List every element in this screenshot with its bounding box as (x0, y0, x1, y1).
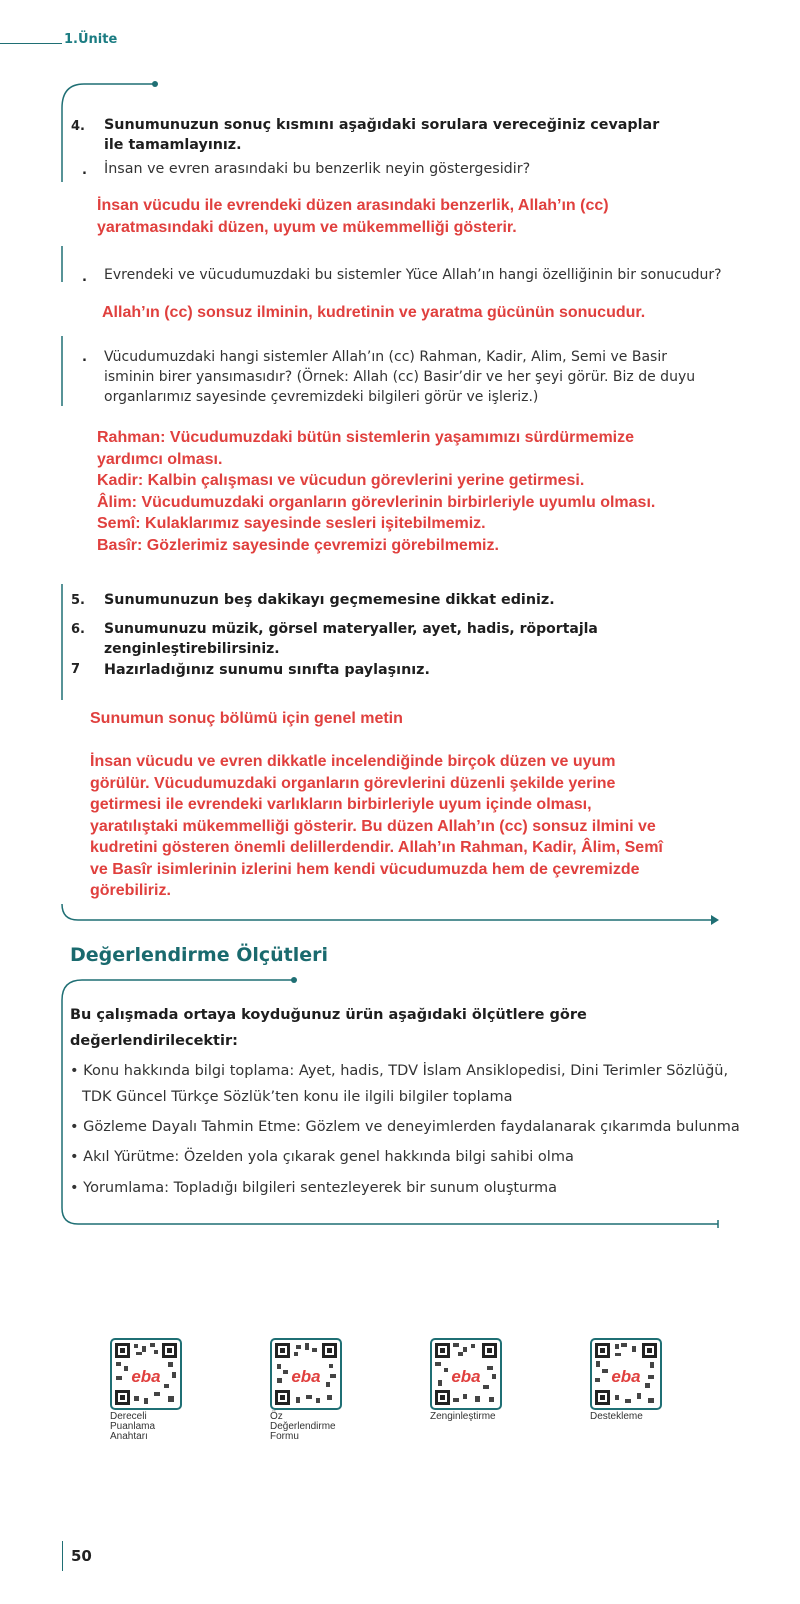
qr-code-image[interactable] (270, 1338, 342, 1410)
answer-3: Rahman: Vücudumuzdaki bütün sistemlerin yaşamımızı sürdürmemize yardımcı olması. Kadir: Kalbin çalışması ve vücudun görevlerini yerine getirmesi. Âlim: Vücudumuzdaki organların görevlerinin birbirleriyle uyumlu olması. Semî: Kulaklarımız sayesinde sesleri işitebilmemiz. Basîr: Gözlerimiz sayesinde çevremizi görebilmemiz. (97, 429, 656, 554)
qr-caption: Öz Değerlendirme Formu (270, 1411, 336, 1442)
qr-code-image[interactable] (430, 1338, 502, 1410)
criterion-1-continued: TDK Güncel Türkçe Sözlük’ten konu ile ilgili bilgiler toplama (82, 1089, 513, 1105)
qr-pattern-icon (592, 1340, 660, 1408)
question-6-text: Sunumunuzu müzik, görsel materyaller, ayet, hadis, röportajla zenginleştirebilirsiniz. (104, 621, 598, 657)
evaluation-title: Değerlendirme Ölçütleri (70, 944, 329, 966)
bullet: . (82, 270, 87, 285)
qr-pattern-icon (432, 1340, 500, 1408)
question-6-number: 6. (71, 622, 85, 637)
qr-code-dereceli-puanlama[interactable] (110, 1338, 182, 1442)
qr-code-destekleme[interactable] (590, 1338, 662, 1422)
question-4-text: Sunumunuzun sonuç kısmını aşağıdaki sorulara vereceğiniz cevaplar ile tamamlayınız. (104, 117, 660, 153)
criterion-1: • Konu hakkında bilgi toplama: Ayet, hadis, TDV İslam Ansiklopedisi, Dini Terimler Sözlüğü, (70, 1063, 729, 1079)
evaluation-intro-line-1: Bu çalışmada ortaya koyduğunuz ürün aşağıdaki ölçütlere göre (70, 1007, 587, 1023)
evaluation-intro-line-2: değerlendirilecektir: (70, 1033, 238, 1049)
svg-text:eba: eba (291, 1367, 321, 1386)
qr-pattern-icon (272, 1340, 340, 1408)
page-number-bar (62, 1541, 63, 1571)
question-7-text: Hazırladığınız sunumu sınıfta paylaşınız. (104, 662, 430, 678)
subquestion-2: Evrendeki ve vücudumuzdaki bu sistemler Yüce Allah’ın hangi özelliğinin bir sonucudur? (104, 267, 722, 283)
qr-code-oz-degerlendirme[interactable] (270, 1338, 342, 1442)
subquestion-1: İnsan ve evren arasındaki bu benzerlik neyin göstergesidir? (104, 161, 531, 177)
unit-label: 1.Ünite (64, 32, 118, 47)
qr-caption: Destekleme (590, 1411, 643, 1422)
summary-title: Sunumun sonuç bölümü için genel metin (90, 710, 403, 727)
svg-text:eba: eba (131, 1367, 161, 1386)
header-rule (0, 43, 62, 44)
qr-code-zenginlestirme[interactable] (430, 1338, 502, 1422)
svg-text:eba: eba (611, 1367, 641, 1386)
qr-code-image[interactable] (590, 1338, 662, 1410)
bullet: . (82, 350, 87, 365)
answer-1: İnsan vücudu ile evrendeki düzen arasındaki benzerlik, Allah’ın (cc) yaratmasındaki düzen, uyum ve mükemmelliği gösterir. (97, 197, 609, 236)
subquestion-3: Vücudumuzdaki hangi sistemler Allah’ın (cc) Rahman, Kadir, Alim, Semi ve Basir isminin birer yansımasıdır? (Örnek: Allah (cc) Basir’dir ve her şeyi görür. Biz de duyu organlarımız sayesinde çevremizdeki bilgileri görür ve işleriz.) (104, 349, 696, 405)
question-5-number: 5. (71, 593, 85, 608)
qr-caption: Dereceli Puanlama Anahtarı (110, 1411, 156, 1442)
qr-code-image[interactable] (110, 1338, 182, 1410)
svg-text:eba: eba (451, 1367, 481, 1386)
bullet: . (82, 163, 87, 178)
criterion-2: • Gözleme Dayalı Tahmin Etme: Gözlem ve deneyimlerden faydalanarak çıkarımda bulunma (70, 1119, 740, 1135)
summary-body: İnsan vücudu ve evren dikkatle incelendiğinde birçok düzen ve uyum görülür. Vücudumuzdaki organların görevlerini düzenli şekilde yerine getirmesi ile evrendeki varlıkların birbirleriyle uyum içinde olması, yaratılıştaki mükemmelliği gösterir. Bu düzen Allah’ın (cc) sonsuz ilmini ve kudretini gösteren önemli delillerdendir. Allah’ın Rahman, Kadir, Âlim, Semî ve Basîr isimlerinin izlerini hem kendi vücudumuzda hem de çevremizde görebiliriz. (90, 753, 663, 899)
question-5-text: Sunumunuzun beş dakikayı geçmemesine dikkat ediniz. (104, 592, 555, 608)
qr-pattern-icon (112, 1340, 180, 1408)
question-4-number: 4. (71, 119, 85, 134)
page-number: 50 (71, 1547, 92, 1565)
qr-caption: Zenginleştirme (430, 1411, 496, 1422)
answer-2: Allah’ın (cc) sonsuz ilminin, kudretinin ve yaratma gücünün sonucudur. (102, 304, 646, 321)
question-7-number: 7 (71, 662, 81, 677)
criterion-4: • Yorumlama: Topladığı bilgileri sentezleyerek bir sunum oluşturma (70, 1180, 557, 1196)
criterion-3: • Akıl Yürütme: Özelden yola çıkarak genel hakkında bilgi sahibi olma (70, 1149, 574, 1165)
